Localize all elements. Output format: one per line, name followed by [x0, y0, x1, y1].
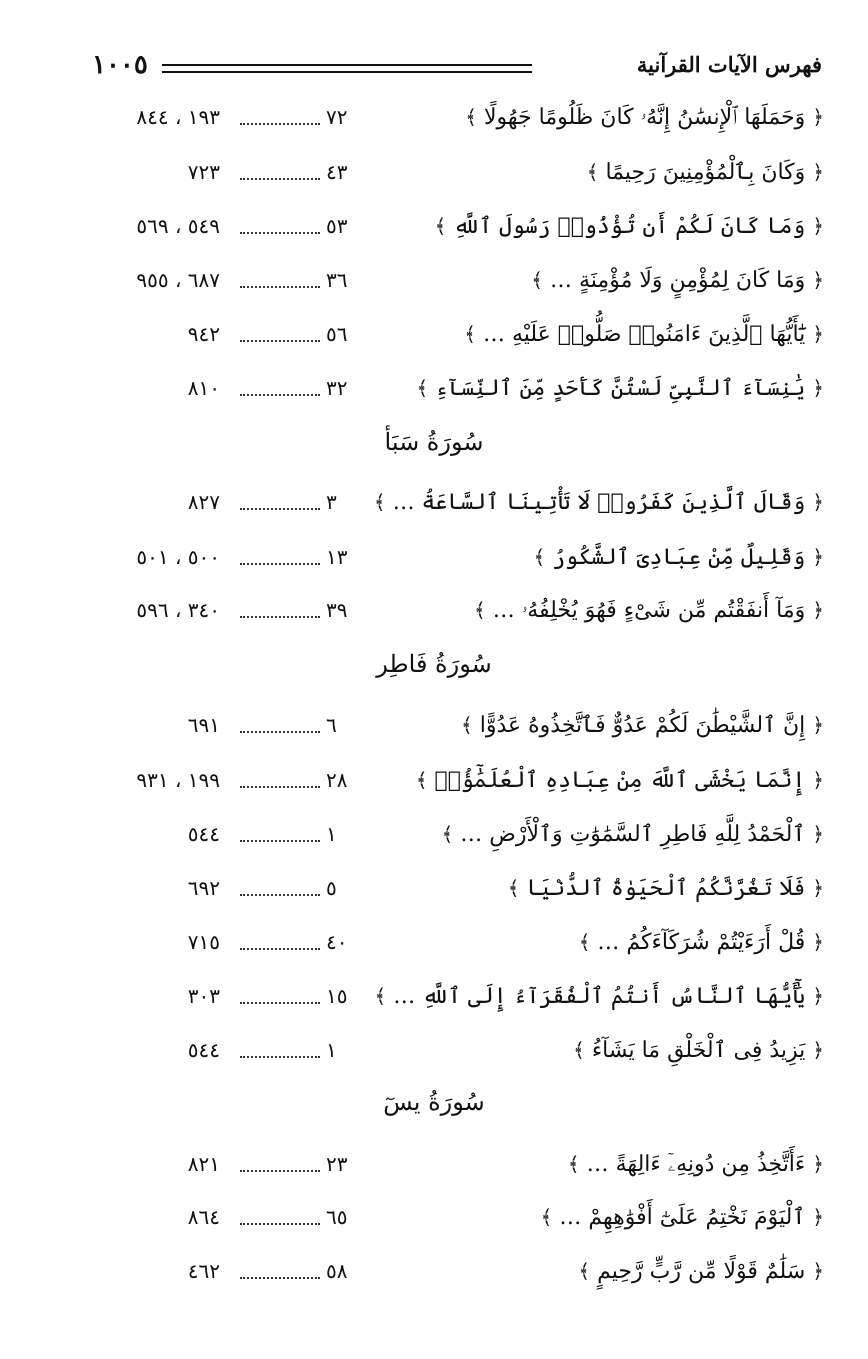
page-references: ٥٤٤ — [187, 1038, 220, 1062]
verse-text: ﴿ يَٰٓأَيُّهَا ٱلَّذِينَ ءَامَنُوا۟ صَلُّوا۟ عَلَيْهِ … ﴾ — [464, 322, 824, 347]
verse-text: ﴿ وَقَلِيلٌ مِّنْ عِبَادِىَ ٱلشَّكُورُ ﴾ — [533, 545, 824, 570]
ayah-number: ٣ — [326, 490, 337, 514]
verse-text: ﴿ وَمَا كَانَ لَكُمْ أَن تُؤْذُوا۟ رَسُولَ ٱللَّهِ ﴾ — [434, 214, 824, 239]
page-references: ٥٠٠ ، ٥٠١ — [136, 545, 220, 569]
page-references: ٥٤٤ — [187, 822, 220, 846]
ayah-number: ٣٦ — [326, 268, 348, 292]
dotted-leader — [240, 1277, 320, 1279]
ayah-number: ٥ — [326, 876, 337, 900]
index-entry — [90, 208, 824, 244]
dotted-leader — [240, 178, 320, 180]
ayah-number: ١٣ — [326, 545, 348, 569]
page-number: ١٠٠٥ — [92, 50, 148, 80]
index-entry — [90, 484, 824, 520]
header-double-rule — [162, 64, 532, 73]
verse-text: ﴿ ٱلْحَمْدُ لِلَّهِ فَاطِرِ ٱلسَّمَٰوَٰتِ وَٱلْأَرْضِ … ﴾ — [441, 822, 824, 847]
dotted-leader — [240, 1170, 320, 1172]
index-entry — [90, 1146, 824, 1182]
dotted-leader — [240, 1056, 320, 1058]
running-title: فهرس الآيات القرآنية — [636, 52, 822, 77]
page-references: ٦٩١ — [187, 713, 220, 737]
index-entry — [90, 870, 824, 906]
ayah-number: ٤٠ — [326, 930, 348, 954]
index-entry — [90, 370, 824, 406]
page-references: ٧١٥ — [187, 930, 220, 954]
index-entry — [90, 1032, 824, 1068]
dotted-leader — [240, 1223, 320, 1225]
index-entry — [90, 539, 824, 575]
ayah-number: ٤٣ — [326, 160, 348, 184]
verse-text: ﴿ ٱلْيَوْمَ نَخْتِمُ عَلَىٰٓ أَفْوَٰهِهِمْ … ﴾ — [540, 1205, 824, 1230]
verse-text: ﴿ وَقَالَ ٱلَّذِينَ كَفَرُوا۟ لَا تَأْتِينَا ٱلسَّاعَةُ … ﴾ — [373, 490, 824, 515]
page-references: ٥٤٩ ، ٥٦٩ — [136, 214, 220, 238]
page-references: ٧٢٣ — [187, 160, 220, 184]
dotted-leader — [240, 731, 320, 733]
index-entry — [90, 1253, 824, 1289]
index-entry — [90, 99, 824, 135]
index-entry — [90, 707, 824, 743]
surah-heading: سُورَةُ سَبَأ — [384, 428, 484, 456]
ayah-number: ٥٨ — [326, 1259, 348, 1283]
ayah-number: ٣٢ — [326, 376, 348, 400]
index-entry — [90, 762, 824, 798]
page-references: ٩٤٢ — [187, 322, 220, 346]
verse-text: ﴿ قُلْ أَرَءَيْتُمْ شُرَكَآءَكُمُ … ﴾ — [578, 930, 824, 955]
page-header — [92, 46, 822, 86]
dotted-leader — [240, 894, 320, 896]
surah-heading: سُورَةُ يسٓ — [383, 1088, 485, 1116]
ayah-number: ٥٦ — [326, 322, 348, 346]
page-references: ٣٠٣ — [187, 984, 220, 1008]
verse-text: ﴿ سَلَٰمٌ قَوْلًا مِّن رَّبٍّ رَّحِيمٍ ﴾ — [578, 1259, 824, 1284]
verse-text: ﴿ يَزِيدُ فِى ٱلْخَلْقِ مَا يَشَآءُ ﴾ — [573, 1038, 824, 1063]
ayah-number: ٥٣ — [326, 214, 348, 238]
verse-text: ﴿ إِنَّمَا يَخْشَى ٱللَّهَ مِنْ عِبَادِهِ ٱلْعُلَمَٰٓؤُا۟ ﴾ — [415, 768, 824, 793]
page-references: ٨٢١ — [187, 1152, 220, 1176]
page-references: ٨٦٤ — [187, 1205, 220, 1229]
dotted-leader — [240, 340, 320, 342]
dotted-leader — [240, 840, 320, 842]
ayah-number: ١٥ — [326, 984, 348, 1008]
index-entry — [90, 154, 824, 190]
page-references: ٦٨٧ ، ٩٥٥ — [136, 268, 220, 292]
index-entry — [90, 978, 824, 1014]
ayah-number: ٢٣ — [326, 1152, 348, 1176]
dotted-leader — [240, 563, 320, 565]
index-entry — [90, 816, 824, 852]
dotted-leader — [240, 286, 320, 288]
verse-text: ﴿ يَٰٓأَيُّهَا ٱلنَّاسُ أَنتُمُ ٱلْفُقَرَآءُ إِلَى ٱللَّهِ … ﴾ — [374, 984, 824, 1009]
verse-text: ﴿ وَحَمَلَهَا ٱلْإِنسَٰنُ إِنَّهُۥ كَانَ ظَلُومًا جَهُولًا ﴾ — [465, 105, 824, 130]
ayah-number: ٣٩ — [326, 598, 348, 622]
index-entry — [90, 1199, 824, 1235]
page-references: ٤٦٢ — [187, 1259, 220, 1283]
dotted-leader — [240, 1002, 320, 1004]
ayah-number: ٦ — [326, 713, 337, 737]
verse-text: ﴿ يَٰنِسَآءَ ٱلنَّبِىِّ لَسْتُنَّ كَأَحَدٍ مِّنَ ٱلنِّسَآءِ ﴾ — [416, 376, 824, 401]
page-references: ١٩٩ ، ٩٣١ — [136, 768, 220, 792]
dotted-leader — [240, 786, 320, 788]
dotted-leader — [240, 123, 320, 125]
ayah-number: ٧٢ — [326, 105, 348, 129]
dotted-leader — [240, 948, 320, 950]
page-references: ٨٢٧ — [187, 490, 220, 514]
dotted-leader — [240, 232, 320, 234]
surah-heading: سُورَةُ فَاطِر — [376, 650, 492, 678]
index-entry — [90, 262, 824, 298]
index-entry — [90, 924, 824, 960]
dotted-leader — [240, 508, 320, 510]
verse-text: ﴿ وَكَانَ بِٱلْمُؤْمِنِينَ رَحِيمًا ﴾ — [586, 160, 824, 185]
page-references: ١٩٣ ، ٨٤٤ — [136, 105, 220, 129]
dotted-leader — [240, 394, 320, 396]
verse-text: ﴿ ءَأَتَّخِذُ مِن دُونِهِۦٓ ءَالِهَةً … ﴾ — [567, 1152, 824, 1177]
ayah-number: ٦٥ — [326, 1205, 348, 1229]
verse-text: ﴿ فَلَا تَغُرَّنَّكُمُ ٱلْحَيَوٰةُ ٱلدُّنْيَا ﴾ — [507, 876, 824, 901]
verse-text: ﴿ وَمَا كَانَ لِمُؤْمِنٍ وَلَا مُؤْمِنَةٍ … ﴾ — [531, 268, 824, 293]
verse-text: ﴿ وَمَآ أَنفَقْتُم مِّن شَىْءٍ فَهُوَ يُخْلِفُهُۥ … ﴾ — [474, 598, 824, 623]
page-references: ٦٩٢ — [187, 876, 220, 900]
verse-text: ﴿ إِنَّ ٱلشَّيْطَٰنَ لَكُمْ عَدُوٌّ فَٱتَّخِذُوهُ عَدُوًّا ﴾ — [461, 713, 824, 738]
ayah-number: ١ — [326, 822, 337, 846]
index-entry — [90, 592, 824, 628]
ayah-number: ٢٨ — [326, 768, 348, 792]
dotted-leader — [240, 616, 320, 618]
page-references: ٣٤٠ ، ٥٩٦ — [136, 598, 220, 622]
page-references: ٨١٠ — [187, 376, 220, 400]
ayah-number: ١ — [326, 1038, 337, 1062]
index-entry — [90, 316, 824, 352]
